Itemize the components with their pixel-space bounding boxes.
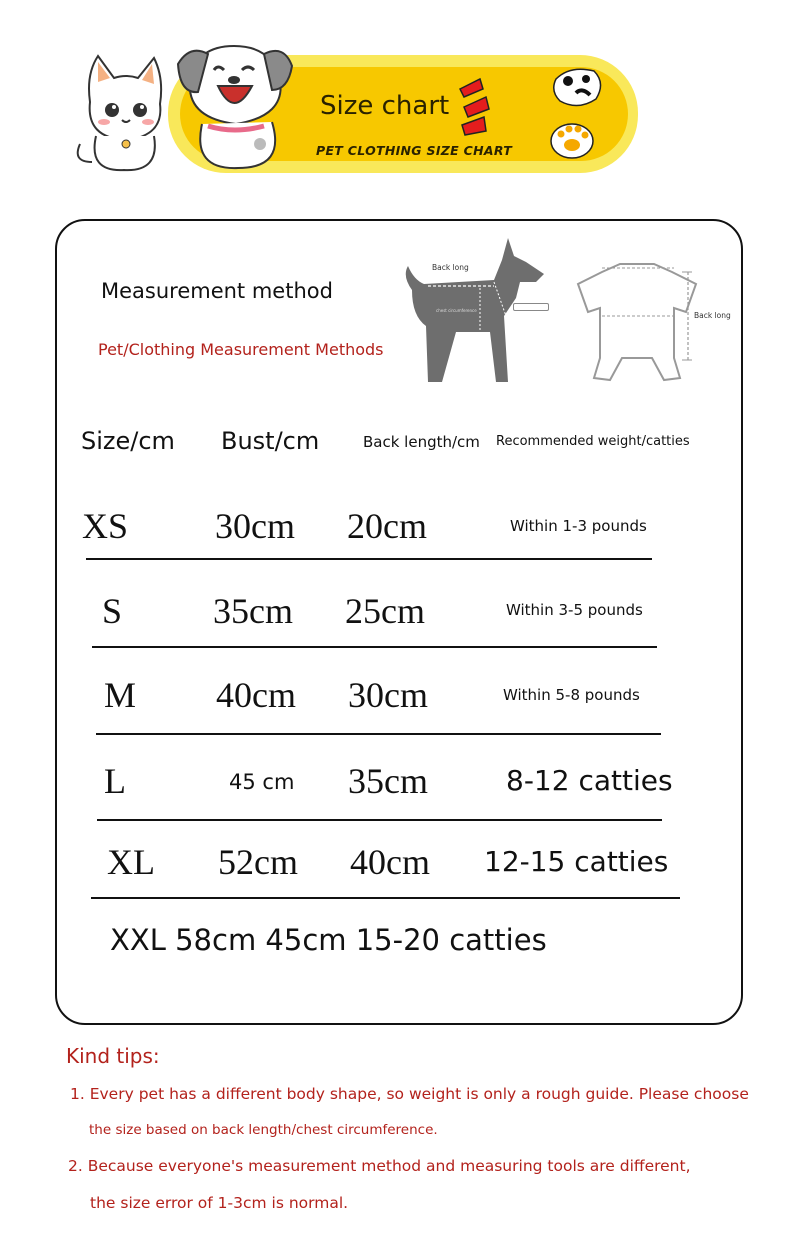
row-divider (97, 819, 662, 821)
red-marks-icon (456, 77, 496, 139)
row-m-weight: Within 5-8 pounds (503, 686, 640, 704)
header-back-length: Back length/cm (363, 433, 480, 451)
row-l-size: L (104, 761, 126, 801)
cow-print-icon (550, 65, 606, 111)
banner-subtitle: PET CLOTHING SIZE CHART (316, 143, 513, 158)
row-s-back: 25cm (345, 591, 425, 631)
row-divider (91, 897, 680, 899)
header-size: Size/cm (81, 427, 175, 455)
row-xl-bust: 52cm (218, 842, 298, 882)
dog-collar-label-box (513, 303, 549, 311)
row-xs-size: XS (82, 506, 129, 546)
row-l-back: 35cm (348, 761, 428, 801)
cat-illustration (68, 48, 178, 174)
tips-heading: Kind tips: (66, 1044, 160, 1068)
dog-illustration (168, 40, 298, 175)
paw-icon (548, 117, 596, 161)
measurement-subheading: Pet/Clothing Measurement Methods (98, 340, 384, 359)
measurement-heading: Measurement method (101, 279, 333, 303)
row-m-back: 30cm (348, 675, 428, 715)
row-xs-weight: Within 1-3 pounds (510, 517, 647, 535)
row-xl-size: XL (107, 842, 155, 882)
dog-measurement-diagram (398, 236, 550, 386)
row-s-bust: 35cm (213, 591, 293, 631)
row-l-weight: 8-12 catties (506, 764, 673, 797)
header-weight: Recommended weight/catties (496, 434, 690, 449)
row-m-size: M (104, 675, 137, 715)
svg-text:chest circumference: chest circumference (436, 308, 477, 313)
row-divider (92, 646, 657, 648)
dog-back-label: Back long (432, 263, 469, 272)
shirt-back-label: Back long (694, 311, 731, 320)
row-divider (86, 558, 652, 560)
tip-1-line-2: the size based on back length/chest circumference. (89, 1122, 438, 1138)
row-s-size: S (102, 591, 123, 631)
tip-2-line-1: 2. Because everyone's measurement method and measuring tools are different, (68, 1157, 691, 1175)
tip-1-line-1: 1. Every pet has a different body shape, so weight is only a rough guide. Please choose (70, 1085, 749, 1103)
tip-2-line-2: the size error of 1-3cm is normal. (90, 1194, 349, 1212)
row-divider (96, 733, 661, 735)
row-xl-weight: 12-15 catties (484, 845, 669, 878)
banner-title: Size chart (320, 91, 450, 121)
header-bust: Bust/cm (221, 427, 320, 455)
row-xs-bust: 30cm (215, 506, 295, 546)
row-xl-back: 40cm (350, 842, 430, 882)
row-s-weight: Within 3-5 pounds (506, 601, 643, 619)
row-xs-back: 20cm (347, 506, 427, 546)
row-l-bust: 45 cm (229, 770, 295, 794)
shirt-measurement-diagram (562, 248, 734, 388)
row-xxl: XXL 58cm 45cm 15-20 catties (110, 923, 547, 957)
row-m-bust: 40cm (216, 675, 296, 715)
